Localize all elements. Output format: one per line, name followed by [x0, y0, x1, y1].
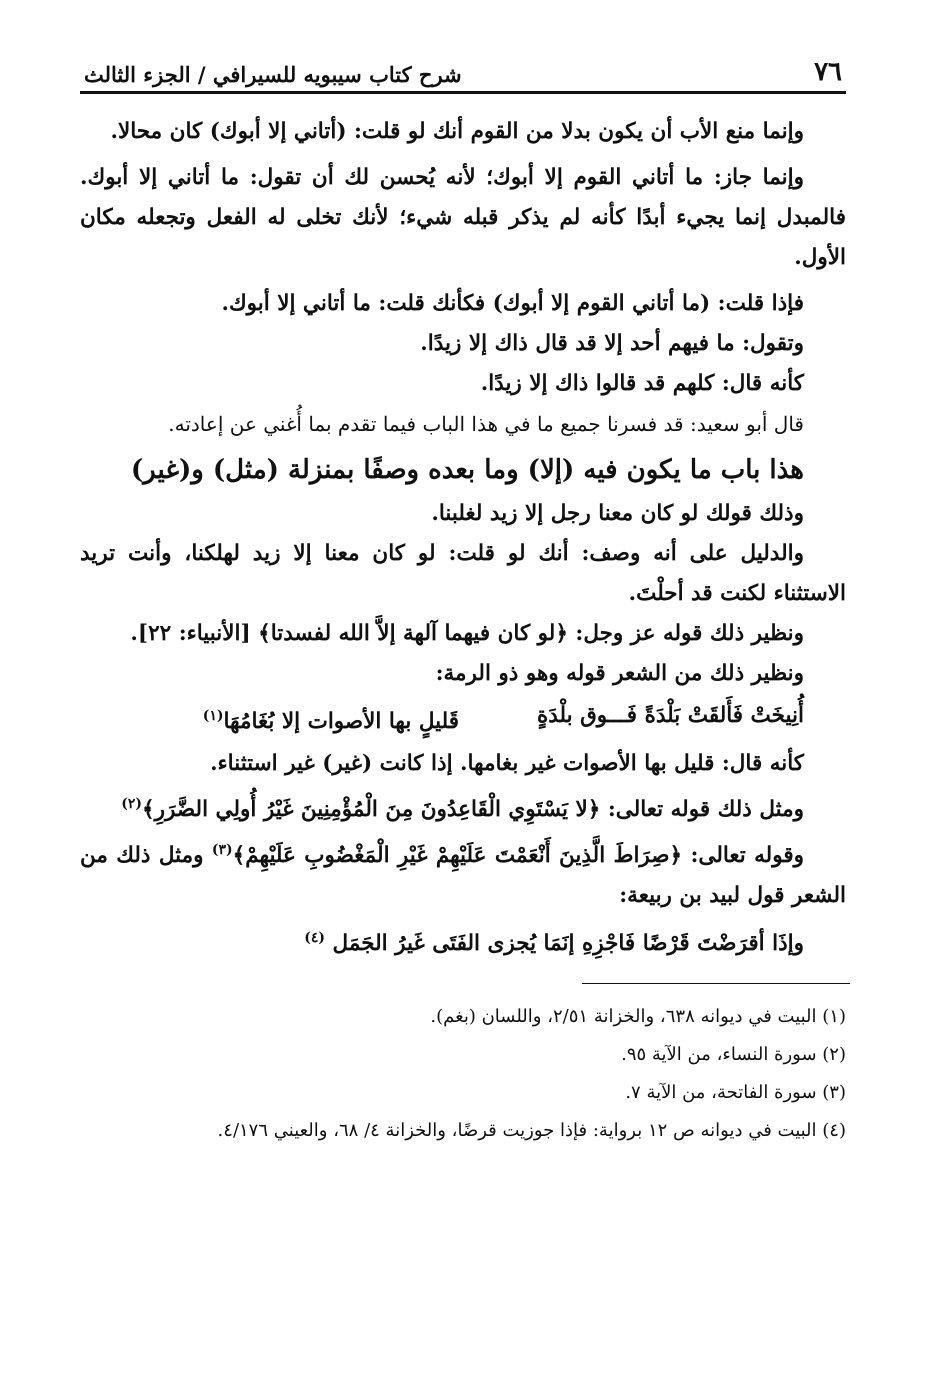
paragraph: كأنه قال: كلهم قد قالوا ذاك إلا زيدًا.	[480, 371, 804, 396]
paragraph	[80, 830, 846, 916]
footnote-1: (١) البيت في ديوانه ٦٣٨، والخزانة ٢/٥١، واللسان (بغم).	[430, 1005, 846, 1027]
paragraph: ونظير ذلك قوله عز وجل: ﴿لو كان فيهما آلهة إلاَّ الله لفسدتا﴾ [الأنبياء: ٢٢].	[130, 621, 804, 646]
footnote-marker: (١)	[202, 708, 224, 724]
paragraph: ونظير ذلك من الشعر قوله وهو ذو الرمة:	[435, 661, 804, 686]
footnote-4: (٤) البيت في ديوانه ص ١٢ برواية: فإذا جوزيت قرضًا، والخزانة ٤/ ٦٨، والعيني ٤/١٧٦.	[217, 1119, 846, 1141]
footnote-divider	[582, 983, 850, 984]
running-title: شرح كتاب سيبويه للسيرافي / الجزء الثالث	[84, 62, 462, 87]
footnote-marker: (٢)	[121, 796, 143, 813]
quran-quote-paragraph: ومثل ذلك قوله تعالى: ﴿لا يَسْتَوِي الْقَاعِدُونَ مِنَ الْمُؤْمِنِينَ غَيْرُ أُولِي الضَّرَرِ﴾	[142, 797, 804, 823]
verse-first-hemistich: أُنِيخَتْ فَأَلقَتْ بَلْدَةً فَـــوق بلْدَةٍ	[536, 703, 804, 728]
verse-second-hemistich	[203, 694, 459, 744]
page-number: ٧٦	[814, 57, 842, 87]
poetry-verse	[80, 694, 846, 744]
poetry-verse	[80, 916, 846, 966]
paragraph-continuation: ومثل ذلك من الشعر قول لبيد بن ربيعة:	[80, 843, 846, 909]
footnote-marker: (٤)	[304, 930, 326, 947]
verse-second-text: قَليلٍ بها الأصوات إلا بُغَامُهَا	[223, 709, 459, 735]
book-page	[80, 48, 846, 1338]
page-header	[80, 48, 846, 94]
footnote-marker: (٣)	[211, 842, 233, 859]
paragraph: وتقول: ما فيهم أحد إلا قد قال ذاك إلا زيدًا.	[420, 331, 804, 356]
footnotes	[80, 998, 846, 1150]
paragraph: والدليل على أنه وصف: أنك لو قلت: لو كان معنا إلا زيد لهلكنا، وأنت تريد الاستثناء لكنت قد أحلْتَ.	[80, 541, 846, 606]
paragraph: وإنما جاز: ما أتاني القوم إلا أبوك؛ لأنه يُحسن لك أن تقول: ما أتاني إلا أبوك. فالمبدل إنما يجيء أبدًا كأنه لم يذكر قبله شيء؛ لأنك تخلى له الفعل وتجعله مكان الأول.	[80, 165, 846, 270]
footnote-2: (٢) سورة النساء، من الآية ٩٥.	[621, 1043, 846, 1065]
verse-text: وإذَا أقرَضْتَ قَرْضًا فَاجْزِهِ إنَمَا يُجزى الفَتَى غَيرُ الجَمَل	[332, 931, 804, 957]
paragraph: قال أبو سعيد: قد فسرنا جميع ما في هذا الباب فيما تقدم بما أُغني عن إعادته.	[168, 412, 804, 436]
paragraph: كأنه قال: قليل بها الأصوات غير بغامها. إذا كانت (غير) غير استثناء.	[210, 751, 804, 777]
main-text	[80, 112, 846, 967]
chapter-heading: هذا باب ما يكون فيه (إلا) وما بعده وصفًا بمنزلة (مثل) و(غير)	[130, 455, 804, 485]
paragraph: وإنما منع الأب أن يكون بدلا من القوم أنك لو قلت: (أتاني إلا أبوك) كان محالا.	[110, 119, 804, 144]
paragraph: فإذا قلت: (ما أتاني القوم إلا أبوك) فكأنك قلت: ما أتاني إلا أبوك.	[221, 291, 804, 316]
paragraph: وذلك قولك لو كان معنا رجل إلا زيد لغلبنا.	[431, 501, 804, 526]
quran-quote-paragraph: وقوله تعالى: ﴿صِرَاطَ الَّذِينَ أَنْعَمْتَ عَلَيْهِمْ غَيْرِ الْمَغْضُوبِ عَلَيْهِمْ﴾	[232, 843, 804, 869]
footnote-3: (٣) سورة الفاتحة، من الآية ٧.	[625, 1081, 846, 1103]
paragraph	[80, 784, 846, 830]
